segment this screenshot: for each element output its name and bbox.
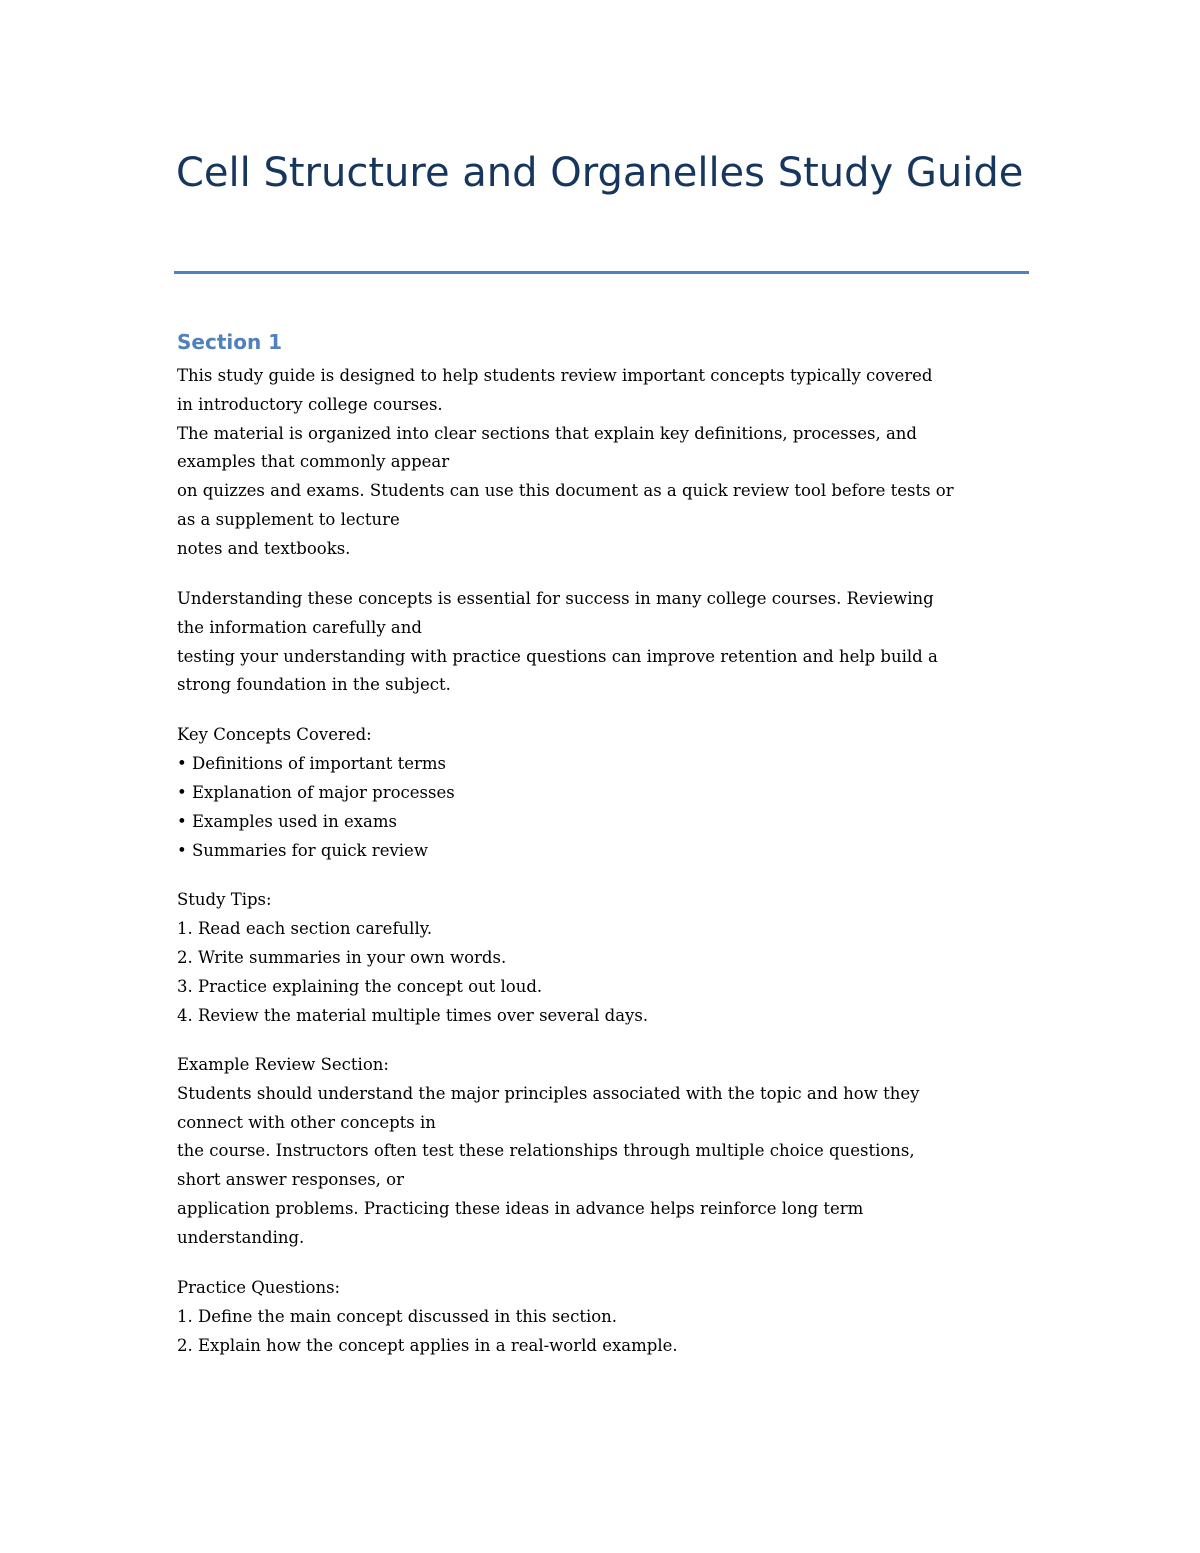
- section-heading: Section 1: [177, 330, 283, 354]
- study-tips-heading: Study Tips:: [177, 890, 272, 909]
- practice-questions-heading: Practice Questions:: [177, 1278, 341, 1297]
- practice-question-item: 1. Define the main concept discussed in this section.: [177, 1307, 618, 1326]
- example-review-line: short answer responses, or: [177, 1170, 404, 1190]
- intro-line: on quizzes and exams. Students can use this document as a quick review tool before tests or: [177, 481, 954, 501]
- intro-line: examples that commonly appear: [177, 452, 450, 472]
- title-underline-divider: [174, 271, 1029, 274]
- study-tips-item: 4. Review the material multiple times over several days.: [177, 1006, 649, 1025]
- key-concepts-heading: Key Concepts Covered:: [177, 725, 372, 744]
- example-review-line: Students should understand the major principles associated with the topic and how they: [177, 1083, 920, 1103]
- intro-line: in introductory college courses.: [177, 394, 443, 414]
- practice-question-item: 2. Explain how the concept applies in a real-world example.: [177, 1336, 678, 1355]
- study-tips-item: 2. Write summaries in your own words.: [177, 948, 507, 967]
- intro-line: as a supplement to lecture: [177, 509, 400, 529]
- example-review-line: the course. Instructors often test these relationships through multiple choice questions,: [177, 1141, 915, 1161]
- study-tips-block: [177, 885, 1037, 1030]
- example-review-heading: Example Review Section:: [177, 1055, 389, 1074]
- importance-line: strong foundation in the subject.: [177, 675, 451, 695]
- example-review-line: connect with other concepts in: [177, 1112, 436, 1132]
- importance-line: testing your understanding with practice questions can improve retention and help build a: [177, 646, 938, 666]
- key-concepts-item: • Examples used in exams: [177, 812, 397, 831]
- intro-line: This study guide is designed to help students review important concepts typically covered: [177, 366, 933, 385]
- importance-paragraph: [177, 585, 1037, 700]
- key-concepts-block: [177, 720, 1037, 865]
- key-concepts-item: • Summaries for quick review: [177, 841, 428, 860]
- intro-line: The material is organized into clear sections that explain key definitions, processes, and: [177, 423, 917, 443]
- practice-questions-block: [177, 1273, 1037, 1360]
- intro-paragraph: [177, 362, 1037, 564]
- key-concepts-item: • Explanation of major processes: [177, 783, 455, 802]
- example-review-block: [177, 1051, 1037, 1253]
- key-concepts-item: • Definitions of important terms: [177, 754, 447, 773]
- document-title: Cell Structure and Organelles Study Guide: [176, 150, 1024, 196]
- study-tips-item: 1. Read each section carefully.: [177, 919, 433, 938]
- example-review-line: understanding.: [177, 1227, 305, 1247]
- importance-line: the information carefully and: [177, 617, 422, 637]
- importance-line: Understanding these concepts is essential for success in many college courses. Reviewing: [177, 589, 934, 608]
- intro-line: notes and textbooks.: [177, 538, 351, 558]
- example-review-line: application problems. Practicing these ideas in advance helps reinforce long term: [177, 1198, 864, 1218]
- study-tips-item: 3. Practice explaining the concept out loud.: [177, 977, 543, 996]
